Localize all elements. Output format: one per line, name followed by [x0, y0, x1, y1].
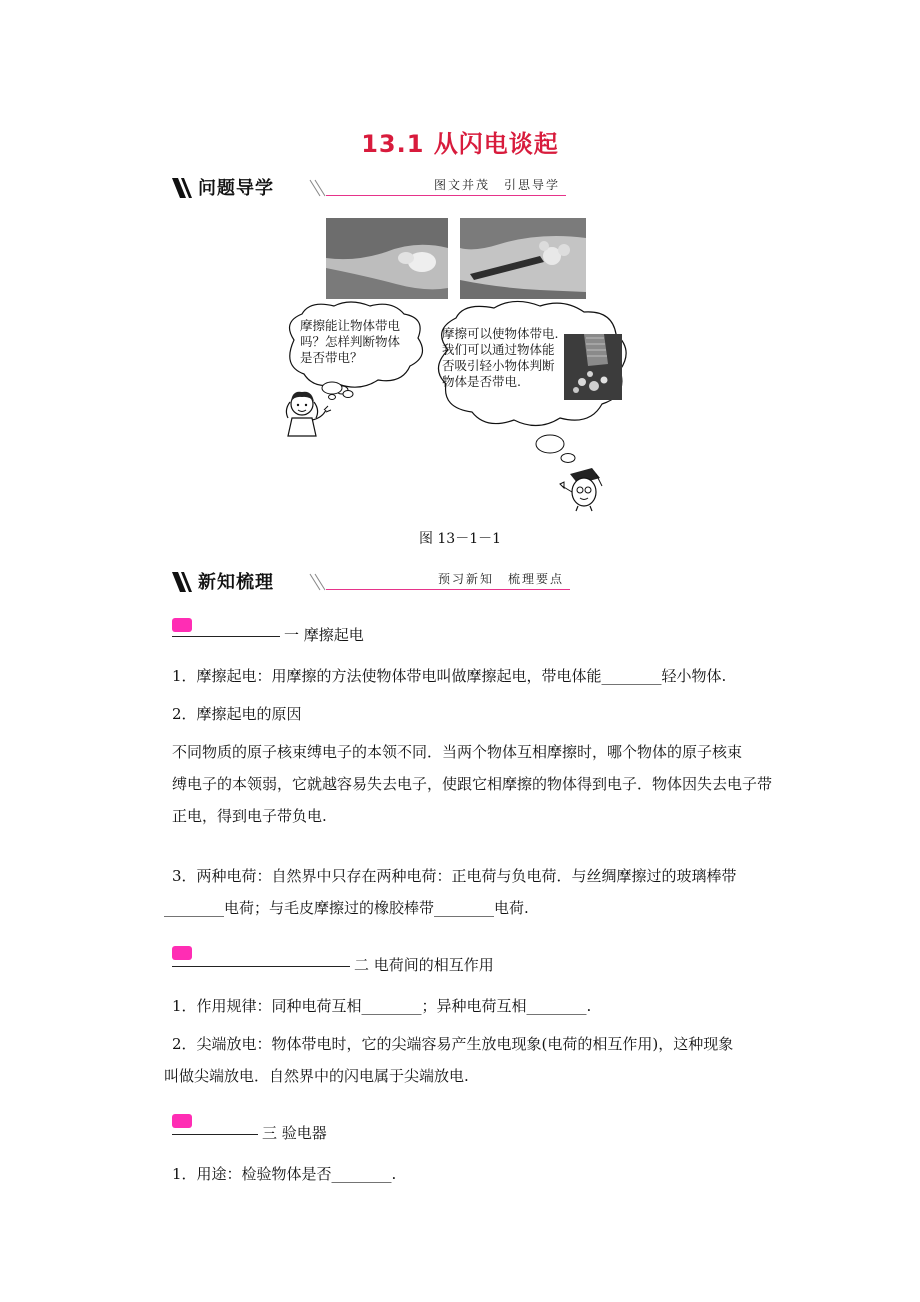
section-tag: 预习新知 梳理要点 — [438, 572, 565, 586]
photo-comb-paper — [564, 334, 622, 400]
kp2-item2-line: 叫做尖端放电．自然界中的闪电属于尖端放电. — [164, 1067, 469, 1085]
knowledge-point-marker — [172, 1114, 192, 1128]
knowledge-point-line — [172, 966, 350, 967]
paragraph-line: 缚电子的本领弱，它就越容易失去电子，使跟它相摩擦的物体得到电子．物体因失去电子带 — [172, 775, 773, 793]
bubble-right-line: 否吸引轻小物体判断 — [442, 358, 555, 373]
section-header-knowledge — [172, 568, 572, 598]
paragraph-line: 正电，得到电子带负电. — [172, 807, 327, 825]
knowledge-point-line — [172, 636, 280, 637]
section-underline — [326, 589, 570, 590]
knowledge-point-marker — [172, 946, 192, 960]
kp2-item1: 1．作用规律：同种电荷互相________；异种电荷互相________. — [172, 997, 592, 1015]
bubble-right-line: 摩擦可以使物体带电. — [442, 326, 559, 341]
figure-caption: 图 13－1－1 — [418, 531, 502, 547]
bubble-right-line: 我们可以通过物体能 — [442, 342, 555, 357]
knowledge-point-label: 一 摩擦起电 — [284, 626, 364, 644]
slash-icon — [172, 570, 198, 594]
bubble-left-line: 吗？怎样判断物体 — [300, 334, 401, 349]
kp3-item1: 1．用途：检验物体是否________. — [172, 1165, 397, 1183]
section-underline — [326, 195, 566, 196]
page-title: 13.1 从闪电谈起 — [361, 130, 559, 158]
kp1-item1: 1．摩擦起电：用摩擦的方法使物体带电叫做摩擦起电，带电体能________轻小物体. — [172, 667, 727, 685]
bubble-right-line: 物体是否带电. — [442, 374, 521, 389]
photo-rubbing-rod — [326, 218, 448, 299]
kp2-item2 — [164, 1028, 796, 1092]
photo-attracting-paper — [460, 218, 586, 299]
bubble-left-line: 是否带电？ — [300, 350, 363, 365]
girl-cartoon-icon — [276, 388, 336, 438]
section-title: 新知梳理 — [198, 572, 274, 593]
bubble-left-text — [300, 318, 420, 366]
bubble-right-text — [442, 326, 572, 390]
slash-icon — [172, 176, 198, 200]
knowledge-point-marker — [172, 618, 192, 632]
kp1-item3 — [164, 860, 796, 924]
paragraph-line: 不同物质的原子核束缚电子的本领不同．当两个物体互相摩擦时，哪个物体的原子核束 — [172, 743, 743, 761]
knowledge-point-label: 二 电荷间的相互作用 — [354, 956, 494, 974]
knowledge-point-line — [172, 1134, 258, 1135]
kp1-item2: 2．摩擦起电的原因 — [172, 705, 302, 723]
doctor-cartoon-icon — [556, 464, 610, 512]
section-header-guide — [172, 174, 572, 204]
kp1-item3-line: 3．两种电荷：自然界中只存在两种电荷：正电荷与负电荷．与丝绸摩擦过的玻璃棒带 — [172, 867, 737, 885]
knowledge-point-label: 三 验电器 — [262, 1124, 327, 1142]
section-title: 问题导学 — [198, 178, 274, 199]
section-tag: 图文并茂 引思导学 — [434, 178, 561, 192]
thought-dots-right — [532, 432, 582, 468]
kp1-item3-line: ________电荷；与毛皮摩擦过的橡胶棒带________电荷. — [164, 899, 529, 917]
bubble-left-line: 摩擦能让物体带电 — [300, 318, 401, 333]
kp1-paragraph — [172, 736, 796, 832]
kp2-item2-line: 2．尖端放电：物体带电时，它的尖端容易产生放电现象(电荷的相互作用)，这种现象 — [172, 1035, 734, 1053]
